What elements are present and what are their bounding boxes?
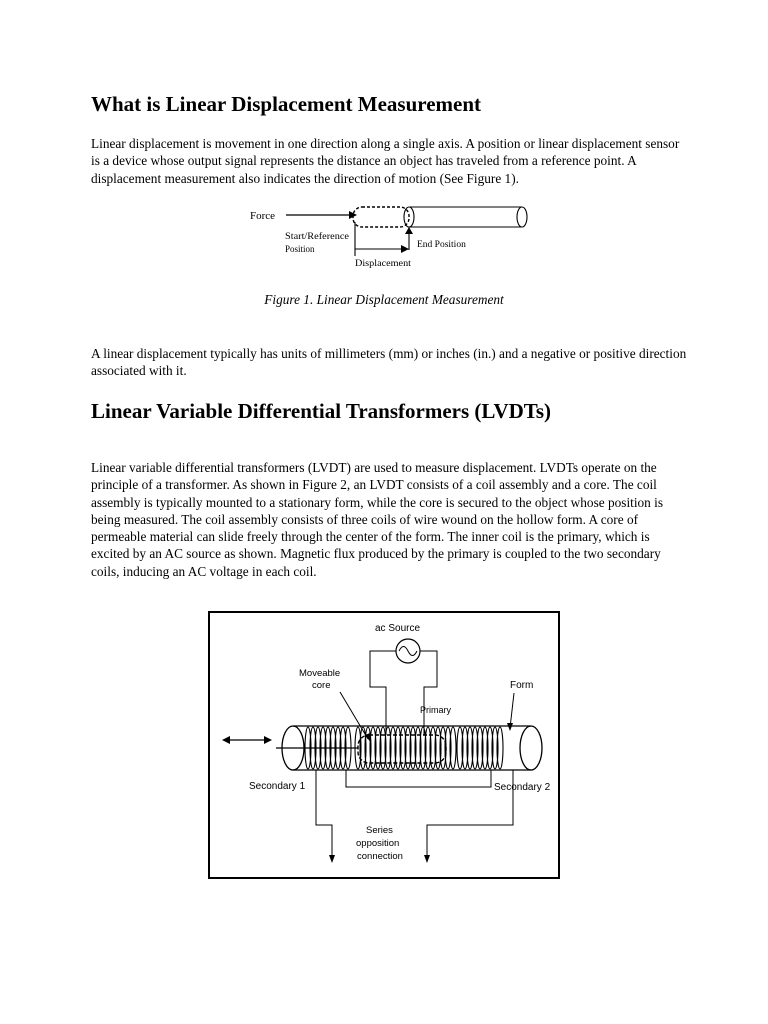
- secondary-1-label: Secondary 1: [249, 781, 306, 792]
- tube-right-end: [520, 726, 542, 770]
- movement-arrowhead-left: [222, 736, 230, 744]
- figure-1-diagram: [245, 204, 545, 268]
- terminal-right-arrow: [424, 855, 430, 863]
- displacement-label: Displacement: [355, 258, 412, 268]
- start-reference-label: Start/Reference: [285, 231, 350, 241]
- secondary1-lead-down: [316, 770, 332, 859]
- opposition-label: opposition: [356, 838, 400, 849]
- moveable-core-label-2: core: [312, 680, 331, 691]
- ac-sine-icon: [399, 647, 417, 656]
- series-label: Series: [366, 825, 393, 836]
- form-pointer: [510, 693, 514, 728]
- coil-windings: [305, 727, 503, 769]
- end-marker-arrowhead: [405, 227, 413, 234]
- ac-lead-right: [420, 651, 437, 735]
- figure-2-lvdt-diagram: [208, 611, 560, 879]
- primary-label: Primary: [420, 705, 451, 715]
- cylinder-left-end: [404, 207, 414, 227]
- displacement-arrowhead: [401, 245, 409, 253]
- connection-label: connection: [357, 851, 403, 862]
- form-pointer-head: [507, 723, 513, 731]
- movement-arrowhead-right: [264, 736, 272, 744]
- ac-source-label: ac Source: [375, 623, 421, 634]
- start-position-label: Position: [285, 244, 315, 254]
- ac-lead-left: [370, 651, 396, 735]
- terminal-left-arrow: [329, 855, 335, 863]
- heading-lvdt: Linear Variable Differential Transformers (LVDTs): [91, 399, 552, 423]
- cylinder-right-end: [517, 207, 527, 227]
- figure-1-caption: Figure 1. Linear Displacement Measurement: [264, 292, 504, 307]
- end-position-label: End Position: [417, 240, 466, 250]
- cylinder-body: [409, 207, 522, 227]
- paragraph-lvdt-description: Linear variable differential transformers (LVDT) are used to measure displacement. LVDTs operate on the principle of a transformer. As shown in Figure 2, an LVDT consists of a coil assembly and a core. The coil assembly is typically mounted to a stationary form, while the core is secured to the object whose position is being measured. The coil assembly consists of three coils of wire wound on the hollow form. A core of permeable material can slide freely through the center of the form. The inner coil is the primary, which is excited by an AC source as shown. Magnetic flux produced by the primary is coupled to the two secondary coils, inducing an AC voltage in each coil.: [91, 460, 664, 579]
- moveable-core-pointer: [340, 692, 368, 739]
- secondary-2-label: Secondary 2: [494, 782, 551, 793]
- start-object-dashed: [353, 207, 409, 227]
- heading-linear-displacement: What is Linear Displacement Measurement: [91, 92, 482, 116]
- secondary1-lead-mid: [346, 770, 491, 787]
- form-label: Form: [510, 680, 534, 691]
- force-label: Force: [250, 210, 276, 222]
- moveable-core-label-1: Moveable: [299, 668, 341, 679]
- paragraph-displacement-intro: Linear displacement is movement in one direction along a single axis. A position or linear displacement sensor is a device whose output signal represents the distance an object has traveled from a reference point. A displacement measurement also indicates the direction of motion (See Figure 1).: [91, 136, 680, 186]
- paragraph-displacement-units: A linear displacement typically has units of millimeters (mm) or inches (in.) and a negative or positive direction associated with it.: [91, 346, 687, 379]
